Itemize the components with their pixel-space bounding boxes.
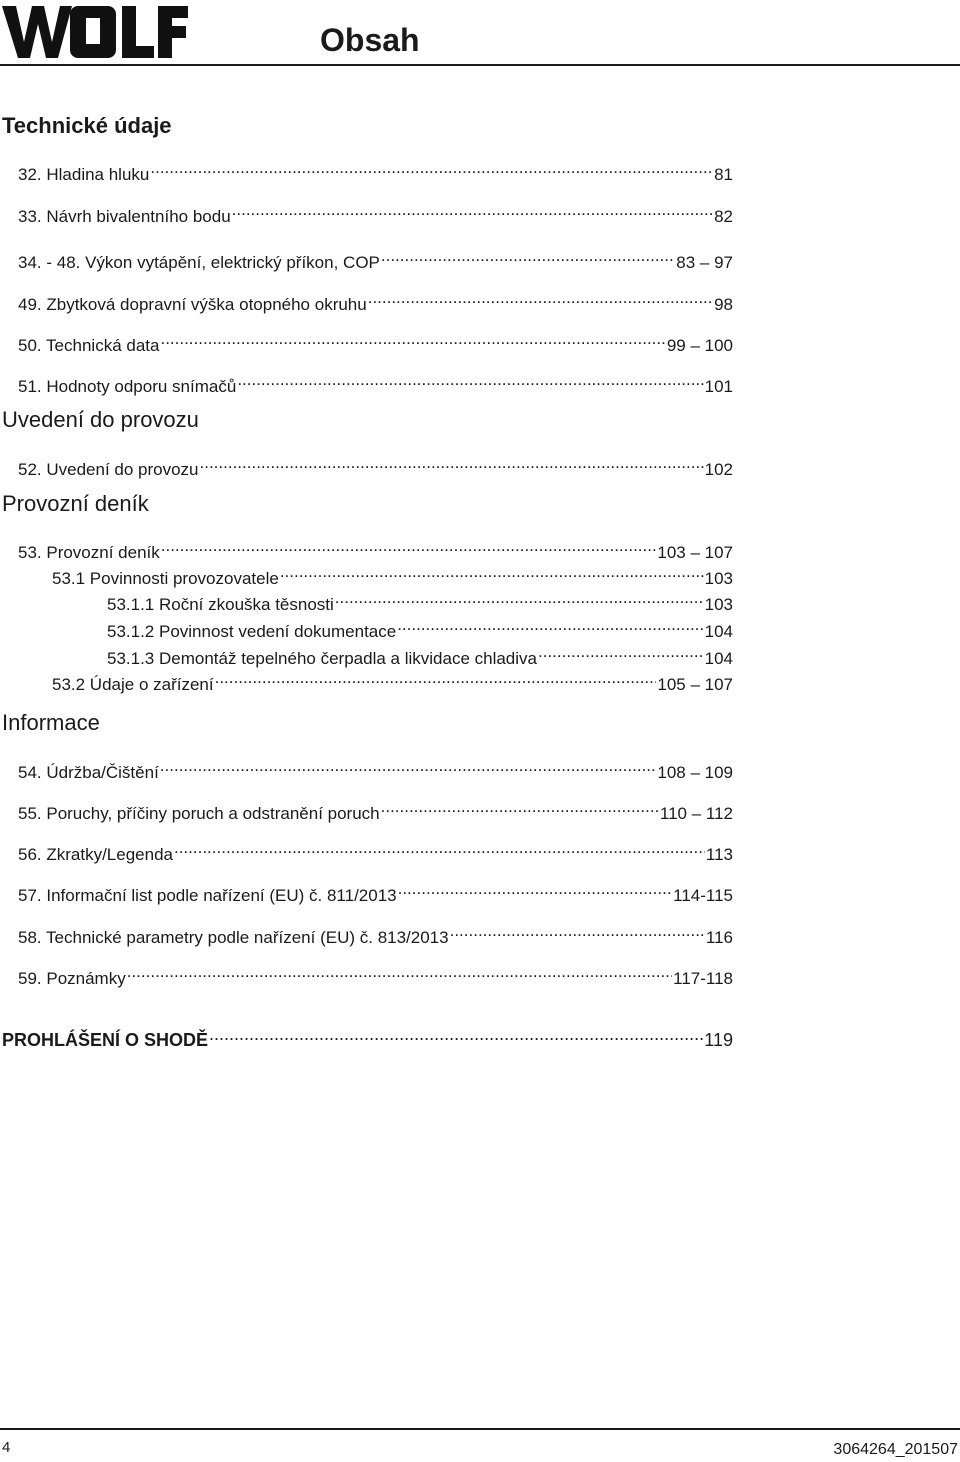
toc-entry-label: 32. Hladina hluku bbox=[18, 165, 150, 184]
dot-leader bbox=[381, 795, 659, 819]
toc-entry-prohlaseni[interactable] bbox=[2, 1022, 733, 1052]
dot-leader bbox=[538, 640, 704, 664]
toc-entry[interactable] bbox=[18, 198, 733, 229]
toc-entry-label: 53.1.3 Demontáž tepelného čerpadla a likvidace chladiva bbox=[107, 649, 537, 668]
toc-entry-page: 104 bbox=[704, 622, 733, 641]
toc-entry-page: 119 bbox=[704, 1030, 733, 1050]
toc-entry[interactable] bbox=[18, 451, 733, 482]
section-heading-uvedeni-do-provozu: Uvedení do provozu bbox=[2, 407, 199, 432]
page-number: 4 bbox=[2, 1439, 11, 1456]
toc-entry[interactable] bbox=[18, 327, 733, 358]
toc-entry-page: 81 bbox=[714, 165, 733, 184]
toc-entry-label: 53. Provozní deník bbox=[18, 543, 160, 562]
toc-entry-label: 53.1 Povinnosti provozovatele bbox=[52, 569, 279, 588]
dot-leader bbox=[237, 368, 703, 392]
toc-entry[interactable] bbox=[18, 795, 733, 826]
toc-entry[interactable] bbox=[18, 286, 733, 317]
dot-leader bbox=[280, 560, 704, 584]
toc-entry-page: 110 – 112 bbox=[659, 804, 733, 823]
dot-leader bbox=[381, 244, 675, 268]
toc-entry-label: 56. Zkratky/Legenda bbox=[18, 845, 173, 864]
section-heading-technicke-udaje: Technické údaje bbox=[2, 113, 172, 138]
toc-entry-label: 49. Zbytková dopravní výška otopného okruhu bbox=[18, 295, 367, 314]
toc-entry-page: 103 bbox=[704, 569, 733, 588]
dot-leader bbox=[127, 960, 672, 984]
toc-entry[interactable] bbox=[18, 919, 733, 950]
toc-entry[interactable] bbox=[18, 836, 733, 867]
toc-entry-page: 114-115 bbox=[673, 886, 733, 905]
toc-entry-label: 52. Uvedení do provozu bbox=[18, 460, 199, 479]
dot-leader bbox=[450, 919, 705, 943]
header-divider bbox=[0, 64, 960, 66]
toc-entry-label: 59. Poznámky bbox=[18, 969, 126, 988]
toc-entry-label: 51. Hodnoty odporu snímačů bbox=[18, 377, 237, 396]
dot-leader bbox=[209, 1022, 703, 1046]
dot-leader bbox=[397, 613, 703, 637]
toc-entry-page: 116 bbox=[705, 928, 733, 947]
page-header bbox=[0, 0, 960, 66]
toc-entry-label: 55. Poruchy, příčiny poruch a odstranění poruch bbox=[18, 804, 380, 823]
section-heading-informace: Informace bbox=[2, 710, 100, 735]
dot-leader bbox=[161, 534, 657, 558]
toc-entry-label: 54. Údržba/Čištění bbox=[18, 763, 159, 782]
dot-leader bbox=[368, 286, 713, 310]
toc-entry-page: 82 bbox=[714, 207, 733, 226]
wolf-logo bbox=[2, 4, 188, 60]
toc-entry-label: 33. Návrh bivalentního bodu bbox=[18, 207, 231, 226]
document-code: 3064264_201507 bbox=[833, 1441, 958, 1458]
toc-entry-label: 53.1.2 Povinnost vedení dokumentace bbox=[107, 622, 397, 641]
toc-entry-page: 99 – 100 bbox=[666, 336, 733, 355]
toc-entry-label: 57. Informační list podle nařízení (EU) č. 811/2013 bbox=[18, 886, 397, 905]
toc-entry-label: 58. Technické parametry podle nařízení (EU) č. 813/2013 bbox=[18, 928, 449, 947]
dot-leader bbox=[215, 666, 657, 690]
dot-leader bbox=[335, 586, 704, 610]
dot-leader bbox=[150, 156, 713, 180]
page-title: Obsah bbox=[320, 22, 420, 58]
section-heading-provozni-denik: Provozní deník bbox=[2, 491, 149, 516]
dot-leader bbox=[232, 198, 713, 222]
dot-leader bbox=[398, 877, 673, 901]
toc-entry-label: PROHLÁŠENÍ O SHODĚ bbox=[2, 1030, 209, 1050]
toc-entry-page: 102 bbox=[704, 460, 733, 479]
toc-entry-page: 83 – 97 bbox=[676, 253, 733, 272]
dot-leader bbox=[200, 451, 704, 475]
toc-entry[interactable] bbox=[18, 368, 733, 399]
toc-entry-page: 98 bbox=[714, 295, 733, 314]
dot-leader bbox=[160, 327, 665, 351]
toc-entry-page: 105 – 107 bbox=[657, 675, 733, 694]
toc-entry-label: 53.2 Údaje o zařízení bbox=[52, 675, 214, 694]
footer-divider bbox=[0, 1428, 960, 1430]
toc-entry-label: 34. - 48. Výkon vytápění, elektrický příkon, COP bbox=[18, 253, 380, 272]
toc-entry[interactable] bbox=[18, 754, 733, 785]
toc-entry[interactable] bbox=[18, 877, 733, 908]
toc-entry[interactable] bbox=[18, 244, 733, 275]
toc-entry-label: 50. Technická data bbox=[18, 336, 160, 355]
toc-entry-page: 117-118 bbox=[673, 969, 733, 988]
toc-entry-page: 108 – 109 bbox=[657, 763, 733, 782]
toc-entry-page: 101 bbox=[704, 377, 733, 396]
toc-entry-label: 53.1.1 Roční zkouška těsnosti bbox=[107, 595, 334, 614]
toc-entry-page: 103 bbox=[704, 595, 733, 614]
toc-entry[interactable] bbox=[18, 960, 733, 991]
toc-entry-page: 104 bbox=[704, 649, 733, 668]
toc-entry-page: 113 bbox=[705, 845, 733, 864]
toc-entry[interactable] bbox=[52, 666, 733, 697]
dot-leader bbox=[174, 836, 705, 860]
toc-entry-page: 103 – 107 bbox=[657, 543, 733, 562]
dot-leader bbox=[160, 754, 657, 778]
toc-entry[interactable] bbox=[18, 156, 733, 187]
